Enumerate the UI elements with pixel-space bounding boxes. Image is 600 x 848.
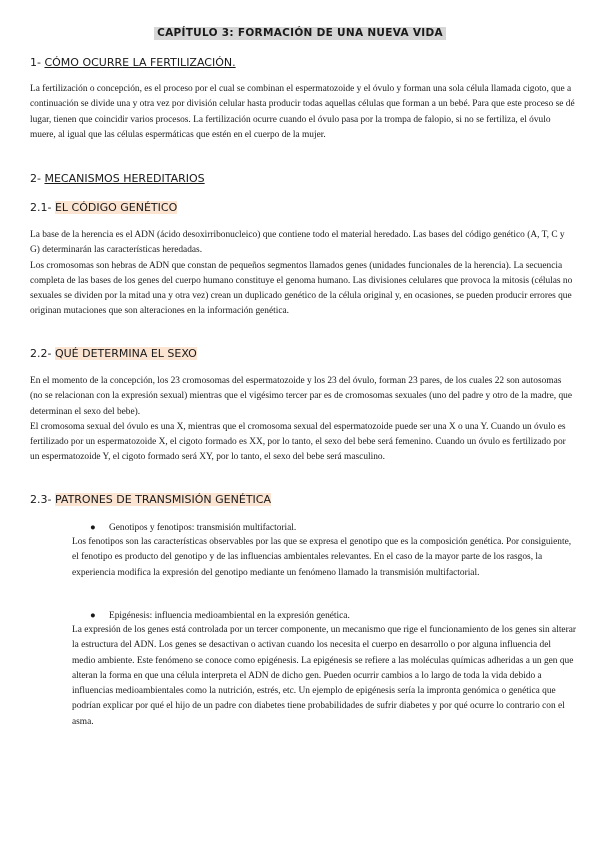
section-2-number: 2- bbox=[30, 172, 45, 185]
section-2-heading bbox=[30, 172, 205, 186]
section-2-2-number: 2.2- bbox=[30, 347, 55, 360]
section-2-1-title: EL CÓDIGO GENÉTICO bbox=[54, 201, 178, 214]
section-2-2-paragraph-a: En el momento de la concepción, los 23 cromosomas del espermatozoide y los 23 del óvulo, forman 23 pares, de los cuales 22 son autosomas (no se relacionan con la expresión sexual) mientras que el vigésimo tercer par es de cromosomas sexuales (uno del padre y otro de la madre, que determinan el sexo del bebe). bbox=[30, 376, 572, 417]
bullet-genotipos-paragraph: Los fenotipos son las características observables por las que se expresa el genotipo que es la composición genética. Por consiguiente, el fenotipo es producto del genotipo y de las influencias ambientales relevantes. En el caso de la mayor parte de los rasgos, la experiencia modifica la expresión del genotipo mediante un fenómeno llamado la transmisión multifactorial. bbox=[72, 537, 572, 578]
bullet-dot-icon: ● bbox=[90, 611, 96, 621]
section-1-title: CÓMO OCURRE LA FERTILIZACIÓN. bbox=[44, 56, 236, 69]
title-container bbox=[0, 23, 600, 41]
section-2-3-number: 2.3- bbox=[30, 493, 55, 506]
section-2-1-body bbox=[30, 228, 576, 320]
section-2-1-heading bbox=[30, 201, 177, 215]
section-2-1-paragraph-a: La base de la herencia es el ADN (ácido desoxirribonucleico) que contiene todo el material heredado. Las bases del código genético (A, T, C y G) determinarán las características heredadas. bbox=[30, 230, 565, 256]
section-1-number: 1- bbox=[30, 56, 45, 69]
section-2-3-heading bbox=[30, 493, 271, 507]
section-2-1-number: 2.1- bbox=[30, 201, 55, 214]
bullet-epigenesis-paragraph: La expresión de los genes está controlada por un tercer componente, un mecanismo que rige el funcionamiento de los genes sin alterar la estructura del ADN. Los genes se desactivan o activan cuando los necesita el cuerpo en desarrollo o por alguna influencia del medio ambiente. Este fenómeno se conoce como epigénesis. La epigénesis se refiere a las moléculas químicas adheridas a un gen que alteran la forma en que una célula interpreta el ADN de dicho gen. Pueden ocurrir cambios a lo largo de toda la vida debido a influencias medioambientales como la nutrición, estrés, etc. Un ejemplo de epigénesis sería la impronta genómica o genética que podrían explicar por qué el hijo de un padre con diabetes tiene probabilidades de sufrir diabetes y por qué ocurre lo contrario con el asma. bbox=[72, 625, 576, 727]
section-2-3-title: PATRONES DE TRANSMISIÓN GENÉTICA bbox=[54, 493, 271, 506]
section-2-2-heading bbox=[30, 347, 197, 361]
section-2-2-body bbox=[30, 374, 576, 466]
section-1-paragraph: La fertilización o concepción, es el proceso por el cual se combinan el espermatozoide y el óvulo y forman una sola célula llamada cigoto, que a continuación se divide una y otra vez por división celular hasta producir todas aquellas células que forman a un bebé. Para que este proceso se dé lugar, tienen que coincidir varios procesos. La fertilización ocurre cuando el óvulo pasa por la trompa de falopio, si no se fertiliza, el óvulo muere, al igual que las células espermáticas que estén en el cuerpo de la mujer. bbox=[30, 84, 575, 140]
section-2-2-paragraph-b: El cromosoma sexual del óvulo es una X, mientras que el cromosoma sexual del espermatozoide puede ser una X o una Y. Cuando un óvulo es fertilizado por un espermatozoide X, el cigoto formado es XX, por lo tanto, el sexo del bebe será femenino. Cuando un óvulo es fertilizado por un espermatozoide Y, el cigoto formado será XY, por lo tanto, el sexo del bebe será masculino. bbox=[30, 421, 566, 463]
bullet-dot-icon: ● bbox=[90, 523, 96, 533]
section-1-heading bbox=[30, 56, 236, 70]
bullet-epigenesis-text: Epigénesis: influencia medioambiental en la expresión genética. bbox=[109, 611, 350, 621]
section-2-1-paragraph-b: Los cromosomas son hebras de ADN que constan de pequeños segmentos llamados genes (unidades funcionales de la herencia). La secuencia completa de las bases de los genes del cuerpo humano constituye el genoma humano. Las divisiones celulares que provoca la mitosis (células no sexuales se dividen por la mitad una y otra vez) crean un duplicado genético de la célula original y, en ocasiones, se pueden producir errores que originan mutaciones que son alteraciones en la información genética. bbox=[30, 260, 573, 317]
section-2-2-title: QUÉ DETERMINA EL SEXO bbox=[54, 347, 197, 360]
section-2-title: MECANISMOS HEREDITARIOS bbox=[44, 172, 205, 185]
page-title: CAPÍTULO 3: FORMACIÓN DE UNA NUEVA VIDA bbox=[154, 27, 446, 40]
bullet-genotipos-text: Genotipos y fenotipos: transmisión multifactorial. bbox=[109, 523, 297, 533]
